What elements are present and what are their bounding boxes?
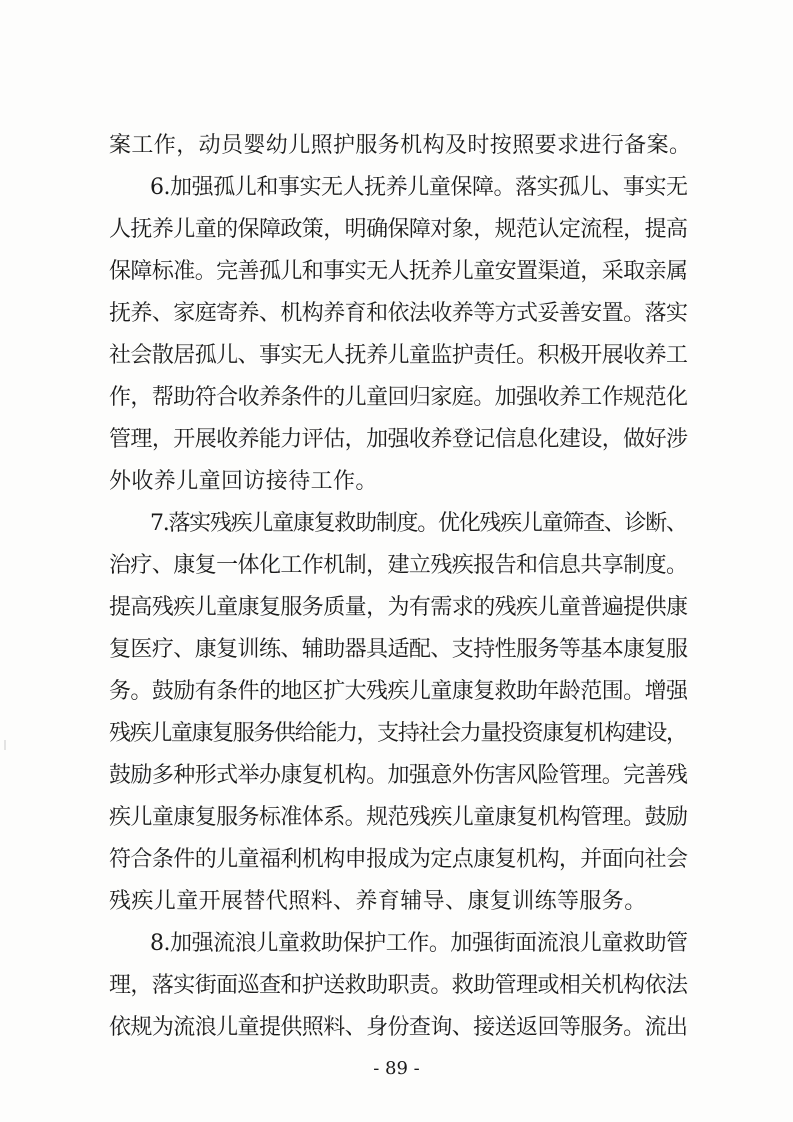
line-text: 社会散居孤儿、事实无人抚养儿童监护责任。积极开展收养工	[109, 343, 688, 368]
line-text: 作，帮助符合收养条件的儿童回归家庭。加强收养工作规范化	[109, 385, 688, 410]
line-text: 复医疗、康复训练、辅助器具适配、支持性服务等基本康复服	[109, 637, 688, 662]
line-text: 理，落实街面巡查和护送救助职责。救助管理或相关机构依法	[109, 973, 688, 998]
line-text: 6.加强孤儿和事实无人抚养儿童保障。落实孤儿、事实无	[150, 175, 688, 200]
line-text: 依规为流浪儿童提供照料、身份查询、接送返回等服务。流出	[109, 1015, 688, 1040]
text-line	[0, 963, 793, 1009]
text-line	[0, 207, 793, 253]
text-line	[0, 585, 793, 631]
paragraph-6-heading-line	[0, 165, 793, 211]
line-text: 鼓励多种形式举办康复机构。加强意外伤害风险管理。完善残	[109, 763, 688, 788]
text-line	[0, 123, 793, 169]
line-text: 管理，开展收养能力评估，加强收养登记信息化建设，做好涉	[109, 427, 688, 452]
paragraph-8-heading-line	[0, 921, 793, 967]
text-line	[0, 879, 793, 925]
line-text: 残疾儿童康复服务供给能力，支持社会力量投资康复机构建设，	[109, 721, 687, 746]
text-line	[0, 249, 793, 295]
text-line	[0, 669, 793, 715]
text-line	[0, 375, 793, 421]
line-text: 抚养、家庭寄养、机构养育和依法收养等方式妥善安置。落实	[109, 301, 688, 326]
text-line	[0, 333, 793, 379]
line-text: 残疾儿童开展替代照料、养育辅导、康复训练等服务。	[109, 889, 647, 914]
text-line	[0, 627, 793, 673]
text-line	[0, 543, 793, 589]
text-line	[0, 795, 793, 841]
text-line	[0, 753, 793, 799]
line-text: 7.落实残疾儿童康复救助制度。优化残疾儿童筛查、诊断、	[150, 511, 687, 536]
line-text: 8.加强流浪儿童救助保护工作。加强街面流浪儿童救助管	[150, 931, 688, 956]
line-text: 符合条件的儿童福利机构申报成为定点康复机构，并面向社会	[109, 847, 688, 872]
text-line	[0, 1005, 793, 1051]
line-text: 疾儿童康复服务标准体系。规范残疾儿童康复机构管理。鼓励	[109, 805, 688, 830]
line-text: 治疗、康复一体化工作机制，建立残疾报告和信息共享制度。	[109, 553, 688, 578]
line-text: 外收养儿童回访接待工作。	[109, 469, 378, 494]
line-text: 提高残疾儿童康复服务质量，为有需求的残疾儿童普遍提供康	[109, 595, 688, 620]
line-text: 务。鼓励有条件的地区扩大残疾儿童康复救助年龄范围。增强	[109, 679, 688, 704]
text-line	[0, 417, 793, 463]
text-line	[0, 291, 793, 337]
text-line	[0, 711, 793, 757]
text-line	[0, 459, 793, 505]
line-text: 人抚养儿童的保障政策，明确保障对象，规范认定流程，提高	[109, 217, 688, 242]
page-number: - 89 -	[373, 1058, 420, 1079]
paragraph-7-heading-line	[0, 501, 793, 547]
text-line	[0, 837, 793, 883]
line-text: 保障标准。完善孤儿和事实无人抚养儿童安置渠道，采取亲属	[109, 259, 688, 284]
line-text: 案工作，动员婴幼儿照护服务机构及时按照要求进行备案。	[109, 133, 692, 158]
